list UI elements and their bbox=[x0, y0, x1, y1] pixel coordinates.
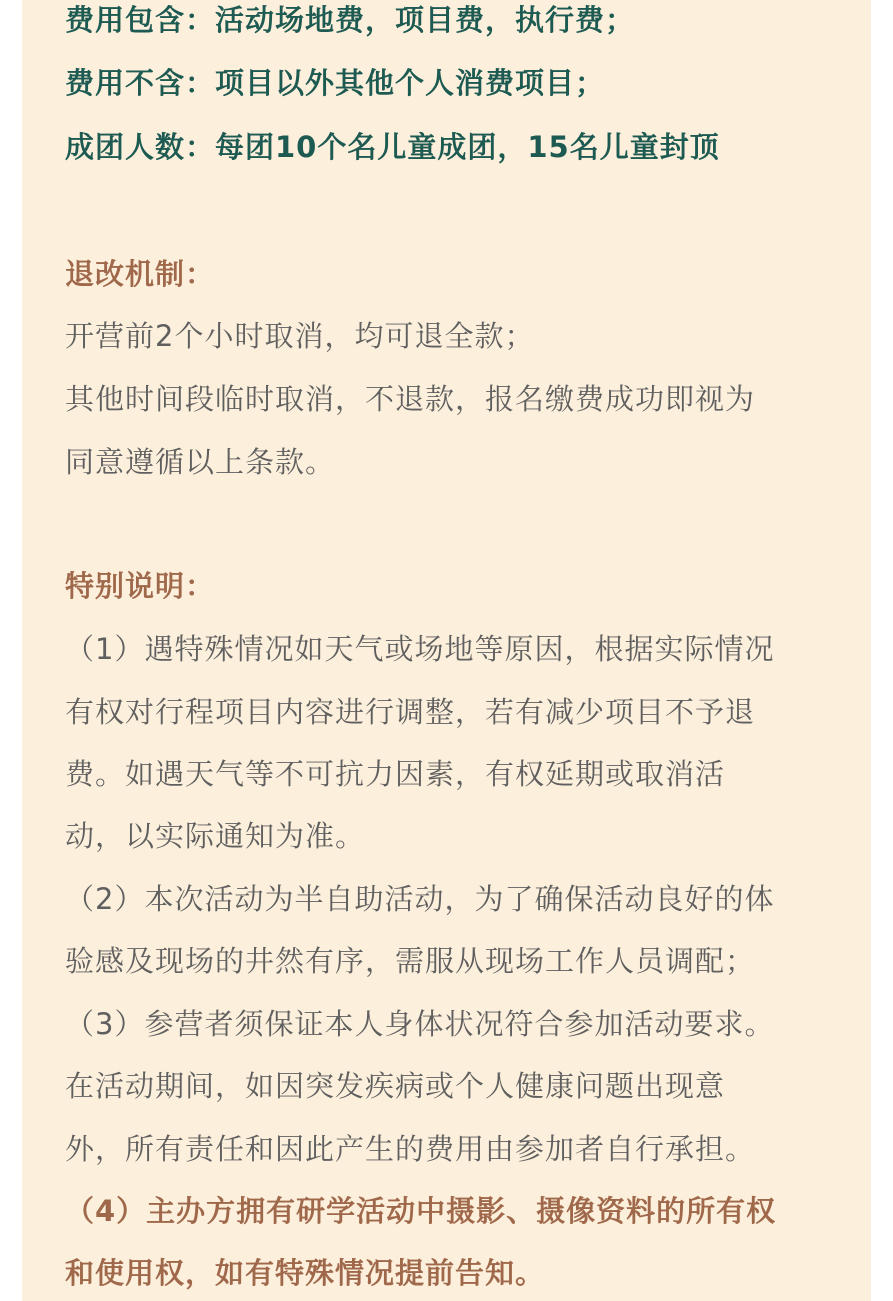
refund-line-3: 同意遵循以上条款。 bbox=[65, 445, 336, 479]
special-item3-line-2: 在活动期间，如因突发疾病或个人健康问题出现意 bbox=[65, 1069, 726, 1103]
special-item1-line-2: 有权对行程项目内容进行调整，若有减少项目不予退 bbox=[65, 695, 756, 729]
special-heading: 特别说明： bbox=[65, 569, 216, 603]
fee-excluded-line: 费用不含：项目以外其他个人消费项目； bbox=[65, 66, 606, 100]
special-item3-line-1: （3）参营者须保证本人身体状况符合参加活动要求。 bbox=[65, 1007, 775, 1041]
special-item4-line-2: 和使用权，如有特殊情况提前告知。 bbox=[65, 1256, 546, 1290]
special-item3-line-3: 外，所有责任和因此产生的费用由参加者自行承担。 bbox=[65, 1132, 756, 1166]
special-item2-line-2: 验感及现场的井然有序，需服从现场工作人员调配； bbox=[65, 944, 756, 978]
refund-line-1: 开营前2个小时取消，均可退全款； bbox=[65, 319, 535, 353]
special-item1-line-4: 动，以实际通知为准。 bbox=[65, 819, 366, 853]
special-item4-line-1: （4）主办方拥有研学活动中摄影、摄像资料的所有权 bbox=[65, 1194, 777, 1228]
special-item1-line-1: （1）遇特殊情况如天气或场地等原因，根据实际情况 bbox=[65, 632, 775, 666]
refund-heading: 退改机制： bbox=[65, 257, 216, 291]
fee-included-line: 费用包含：活动场地费，项目费，执行费； bbox=[65, 3, 636, 37]
group-size-line: 成团人数：每团10个名儿童成团，15名儿童封顶 bbox=[65, 130, 720, 164]
special-item1-line-3: 费。如遇天气等不可抗力因素，有权延期或取消活 bbox=[65, 757, 726, 791]
special-item2-line-1: （2）本次活动为半自助活动，为了确保活动良好的体 bbox=[65, 882, 775, 916]
refund-line-2: 其他时间段临时取消，不退款，报名缴费成功即视为 bbox=[65, 382, 756, 416]
